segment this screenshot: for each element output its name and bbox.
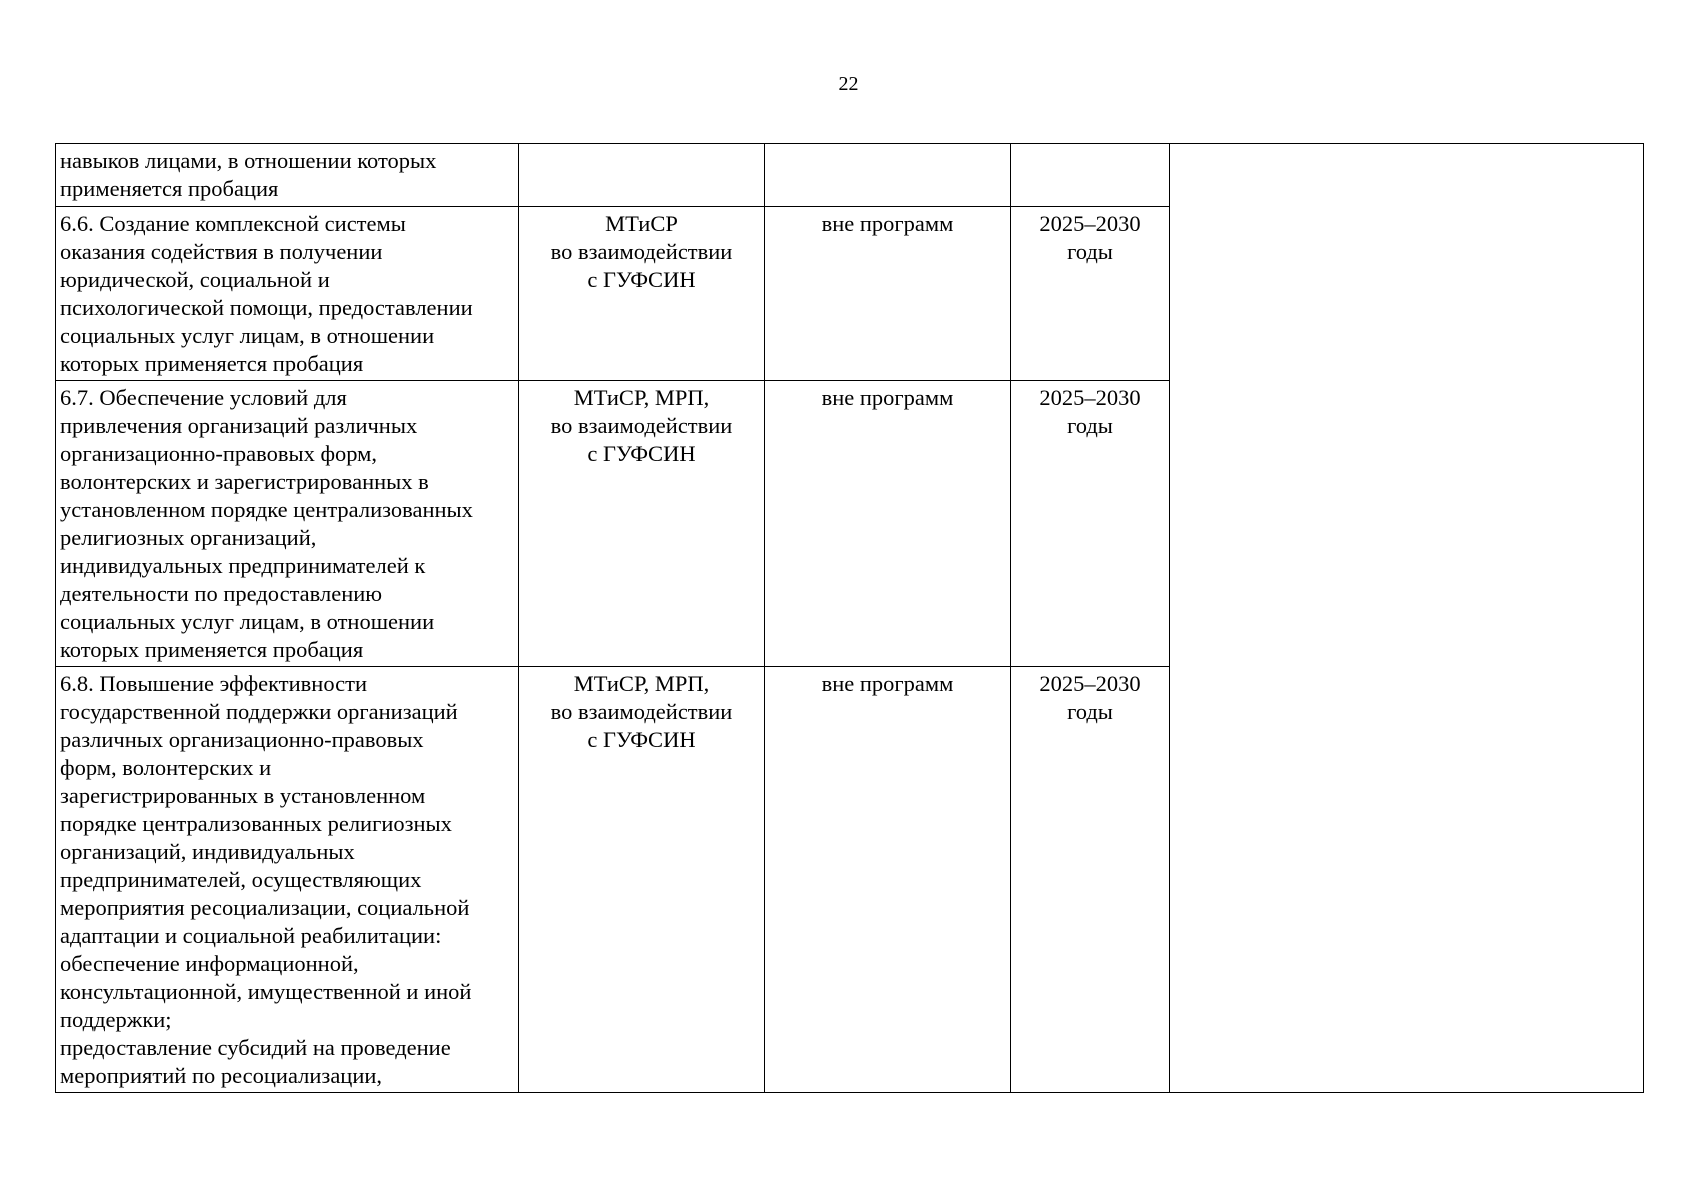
funding-text: вне программ	[821, 385, 954, 410]
measure-line: религиозных организаций,	[60, 525, 317, 550]
executor-line: во взаимодействии	[550, 699, 733, 724]
executor-cell	[519, 144, 765, 207]
period-line: годы	[1067, 239, 1113, 264]
measure-line: организационно-правовых форм,	[60, 441, 378, 466]
measure-line: поддержки;	[60, 1007, 172, 1032]
measure-line: мероприятия ресоциализации, социальной	[60, 895, 470, 920]
measure-line: консультационной, имущественной и иной	[60, 979, 472, 1004]
measure-line: 6.8. Повышение эффективности	[60, 671, 368, 696]
period-line: 2025–2030	[1039, 671, 1141, 696]
funding-cell	[765, 381, 1011, 667]
period-cell	[1011, 207, 1170, 381]
measure-cell	[56, 667, 519, 1093]
measure-line: организаций, индивидуальных	[60, 839, 355, 864]
executor-line: МТиСР, МРП,	[573, 385, 710, 410]
measure-line: форм, волонтерских и	[60, 755, 272, 780]
measure-line: адаптации и социальной реабилитации:	[60, 923, 442, 948]
period-line: годы	[1067, 413, 1113, 438]
measure-cell	[56, 207, 519, 381]
executor-line: с ГУФСИН	[587, 727, 696, 752]
page-number: 22	[838, 73, 859, 95]
measure-line: привлечения организаций различных	[60, 413, 418, 438]
table-row	[56, 144, 1644, 207]
funding-cell	[765, 207, 1011, 381]
executor-line: с ГУФСИН	[587, 267, 696, 292]
executor-line: с ГУФСИН	[587, 441, 696, 466]
measure-line: деятельности по предоставлению	[60, 581, 383, 606]
executor-cell	[519, 207, 765, 381]
measure-cell	[56, 144, 519, 207]
measure-cell	[56, 381, 519, 667]
measure-line: которых применяется пробация	[60, 351, 364, 376]
period-cell	[1011, 144, 1170, 207]
funding-text: вне программ	[821, 671, 954, 696]
measure-line: предоставление субсидий на проведение	[60, 1035, 451, 1060]
measure-line: государственной поддержки организаций	[60, 699, 458, 724]
measure-line: мероприятий по ресоциализации,	[60, 1063, 383, 1088]
measure-line: навыков лицами, в отношении которых	[60, 148, 437, 173]
funding-cell	[765, 144, 1011, 207]
measure-line: порядке централизованных религиозных	[60, 811, 452, 836]
measure-line: применяется пробация	[60, 176, 279, 201]
executor-line: во взаимодействии	[550, 239, 733, 264]
measure-line: предпринимателей, осуществляющих	[60, 867, 422, 892]
measure-line: социальных услуг лицам, в отношении	[60, 609, 435, 634]
measure-line: 6.7. Обеспечение условий для	[60, 385, 347, 410]
period-line: годы	[1067, 699, 1113, 724]
measure-line: волонтерских и зарегистрированных в	[60, 469, 429, 494]
measure-line: оказания содействия в получении	[60, 239, 383, 264]
executor-line: МТиСР, МРП,	[573, 671, 710, 696]
empty-right-column	[1170, 144, 1644, 1093]
measures-table	[55, 143, 1644, 1093]
period-line: 2025–2030	[1039, 385, 1141, 410]
measure-line: социальных услуг лицам, в отношении	[60, 323, 435, 348]
measure-line: установленном порядке централизованных	[60, 497, 473, 522]
measure-line: 6.6. Создание комплексной системы	[60, 211, 406, 236]
measure-line: различных организационно-правовых	[60, 727, 424, 752]
period-cell	[1011, 667, 1170, 1093]
executor-line: во взаимодействии	[550, 413, 733, 438]
measure-line: зарегистрированных в установленном	[60, 783, 426, 808]
measure-line: обеспечение информационной,	[60, 951, 359, 976]
measure-line: психологической помощи, предоставлении	[60, 295, 473, 320]
executor-cell	[519, 381, 765, 667]
executor-cell	[519, 667, 765, 1093]
funding-text: вне программ	[821, 211, 954, 236]
period-line: 2025–2030	[1039, 211, 1141, 236]
period-cell	[1011, 381, 1170, 667]
executor-line: МТиСР	[605, 211, 678, 236]
measure-line: индивидуальных предпринимателей к	[60, 553, 426, 578]
measure-line: юридической, социальной и	[60, 267, 330, 292]
funding-cell	[765, 667, 1011, 1093]
measure-line: которых применяется пробация	[60, 637, 364, 662]
